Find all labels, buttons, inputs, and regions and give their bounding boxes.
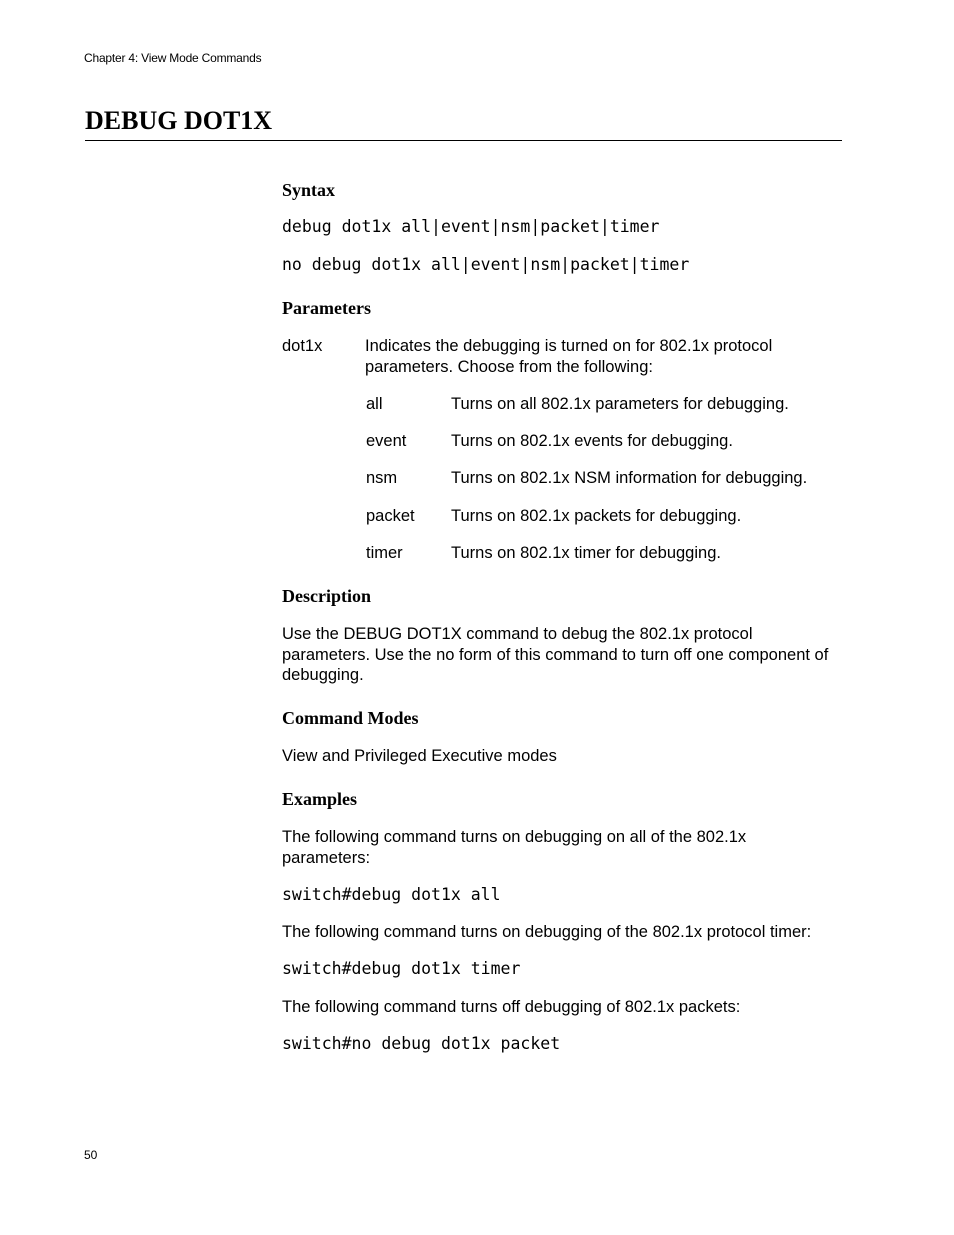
option-description: Turns on all 802.1x parameters for debugging.: [451, 395, 789, 413]
parameters-heading: Parameters: [282, 298, 371, 318]
example-text: The following command turns on debugging on all of the 802.1x parameters:: [282, 828, 747, 867]
page-title: DEBUG DOT1X: [85, 106, 273, 135]
parameter-option: [366, 506, 836, 526]
parameter-option: [366, 468, 836, 488]
option-name: packet: [366, 507, 415, 525]
page-number: 50: [84, 1148, 98, 1162]
running-header: Chapter 4: View Mode Commands: [84, 51, 262, 65]
description-heading: Description: [282, 586, 371, 606]
example-text: The following command turns off debugging of 802.1x packets:: [282, 998, 741, 1016]
option-name: timer: [366, 544, 403, 562]
option-description: Turns on 802.1x NSM information for debugging.: [451, 469, 808, 487]
parameter-option: [366, 394, 836, 414]
option-name: nsm: [366, 469, 398, 487]
example-text: The following command turns on debugging of the 802.1x protocol timer:: [282, 923, 812, 941]
parameter-description: Indicates the debugging is turned on for 802.1x protocol parameters. Choose from the following:: [365, 337, 773, 376]
syntax-heading: Syntax: [282, 180, 336, 200]
example-code: switch#no debug dot1x packet: [282, 1034, 561, 1053]
option-description: Turns on 802.1x packets for debugging.: [451, 507, 742, 525]
parameter-option: [366, 431, 836, 451]
example-code: switch#debug dot1x timer: [282, 959, 521, 978]
examples-heading: Examples: [282, 789, 358, 809]
command-modes-heading: Command Modes: [282, 708, 419, 728]
option-name: all: [366, 395, 383, 413]
syntax-no-line: no debug dot1x all|event|nsm|packet|timer: [282, 255, 690, 274]
parameter-option: [366, 543, 836, 563]
example-code: switch#debug dot1x all: [282, 885, 501, 904]
option-description: Turns on 802.1x events for debugging.: [451, 432, 733, 450]
title-rule: [85, 140, 842, 141]
syntax-line: debug dot1x all|event|nsm|packet|timer: [282, 217, 660, 236]
option-description: Turns on 802.1x timer for debugging.: [451, 544, 721, 562]
option-name: event: [366, 432, 407, 450]
description-text: Use the DEBUG DOT1X command to debug the 802.1x protocol parameters. Use the no form of this command to turn off one component of debugging.: [282, 625, 829, 684]
parameter-name: dot1x: [282, 337, 323, 355]
command-modes-text: View and Privileged Executive modes: [282, 747, 557, 765]
